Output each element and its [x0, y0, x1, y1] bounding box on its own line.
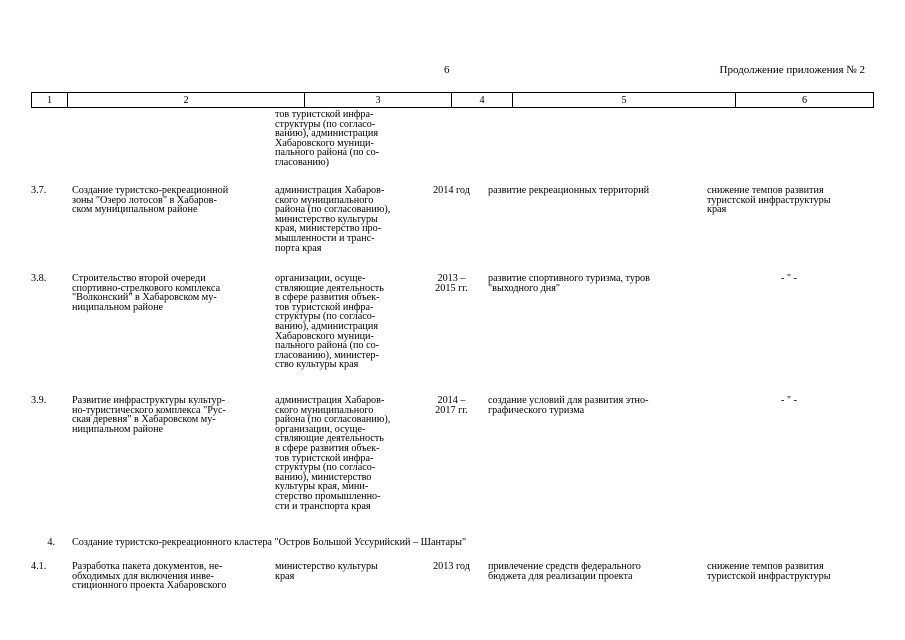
table-header: [31, 92, 874, 108]
row-3-9-note: - " -: [780, 395, 798, 406]
row-3-9-number: 3.9.: [31, 395, 47, 406]
section-4-title: Создание туристско-рекреационного кластера "Остров Большой Уссурийский – Шантары": [72, 537, 467, 548]
header-col-5: 5: [513, 93, 736, 108]
row-4-1-name: Разработка пакета документов, не- обходимых для включения инве- стиционного проекта Хабаровского: [72, 561, 227, 592]
row-3-8-number: 3.8.: [31, 273, 47, 284]
row-4-1-number: 4.1.: [31, 561, 47, 572]
row-3-7-executors: администрация Хабаров- ского муниципального района (по согласованию), министерство культуры края, министерство про- мышленности и транс- порта края: [275, 185, 391, 254]
row-3-7-period: 2014 год: [433, 185, 470, 196]
header-col-2: 2: [68, 93, 305, 108]
row-3-8-note: - " -: [780, 273, 798, 284]
header-col-6: 6: [736, 93, 874, 108]
row-3-7-name: Создание туристско-рекреационной зоны "Озеро лотосов" в Хабаров- ском муниципальном районе: [72, 185, 229, 216]
section-4-number: 4.: [47, 537, 55, 548]
row-4-1-period: 2013 год: [433, 561, 470, 572]
page-number: 6: [444, 64, 450, 76]
row-3-7-result: развитие рекреационных территорий: [488, 185, 650, 196]
header-col-3: 3: [305, 93, 452, 108]
row-3-8-executors: организации, осуще- ствляющие деятельность в сфере развития объек- тов туристской инфра- структуры (по согласо- ванию), администрация Хабаровского муници- пального района (по со- гласованию), министер- ство культуры края: [275, 273, 384, 371]
header-col-1: 1: [32, 93, 68, 108]
row-3-8-period: 2013 – 2015 гг.: [435, 273, 468, 294]
row-3-9-period: 2014 – 2017 гг.: [435, 395, 468, 416]
row-3-8-name: Строительство второй очереди спортивно-стрелкового комплекса "Волконский" в Хабаровском му- ниципальном районе: [72, 273, 221, 313]
row-4-1-note: снижение темпов развития туристской инфраструктуры: [707, 561, 831, 582]
row-3-9-result: создание условий для развития этно- графического туризма: [488, 395, 649, 416]
carry-over-executors: тов туристской инфра- структуры (по согласо- ванию), администрация Хабаровского муници- пального района (по со- гласованию): [275, 109, 380, 168]
row-4-1-result: привлечение средств федерального бюджета для реализации проекта: [488, 561, 641, 582]
row-3-7-note: снижение темпов развития туристской инфраструктуры края: [707, 185, 831, 216]
row-3-8-result: развитие спортивного туризма, туров "выходного дня": [488, 273, 650, 294]
row-4-1-executors: министерство культуры края: [275, 561, 378, 582]
row-3-9-executors: администрация Хабаров- ского муниципального района (по согласованию), организации, осуще- ствляющие деятельность в сфере развития объек- тов туристской инфра- структуры (по согласо- ванию), министерство культуры края, мини- стерство промышленно- сти и транспорта края: [275, 395, 391, 512]
row-3-7-number: 3.7.: [31, 185, 47, 196]
row-3-9-name: Развитие инфраструктуры культур- но-туристического комплекса "Рус- ская деревня" в Хабаровском му- ниципальном районе: [72, 395, 226, 435]
header-col-4: 4: [452, 93, 513, 108]
continuation-note: Продолжение приложения № 2: [719, 64, 865, 76]
